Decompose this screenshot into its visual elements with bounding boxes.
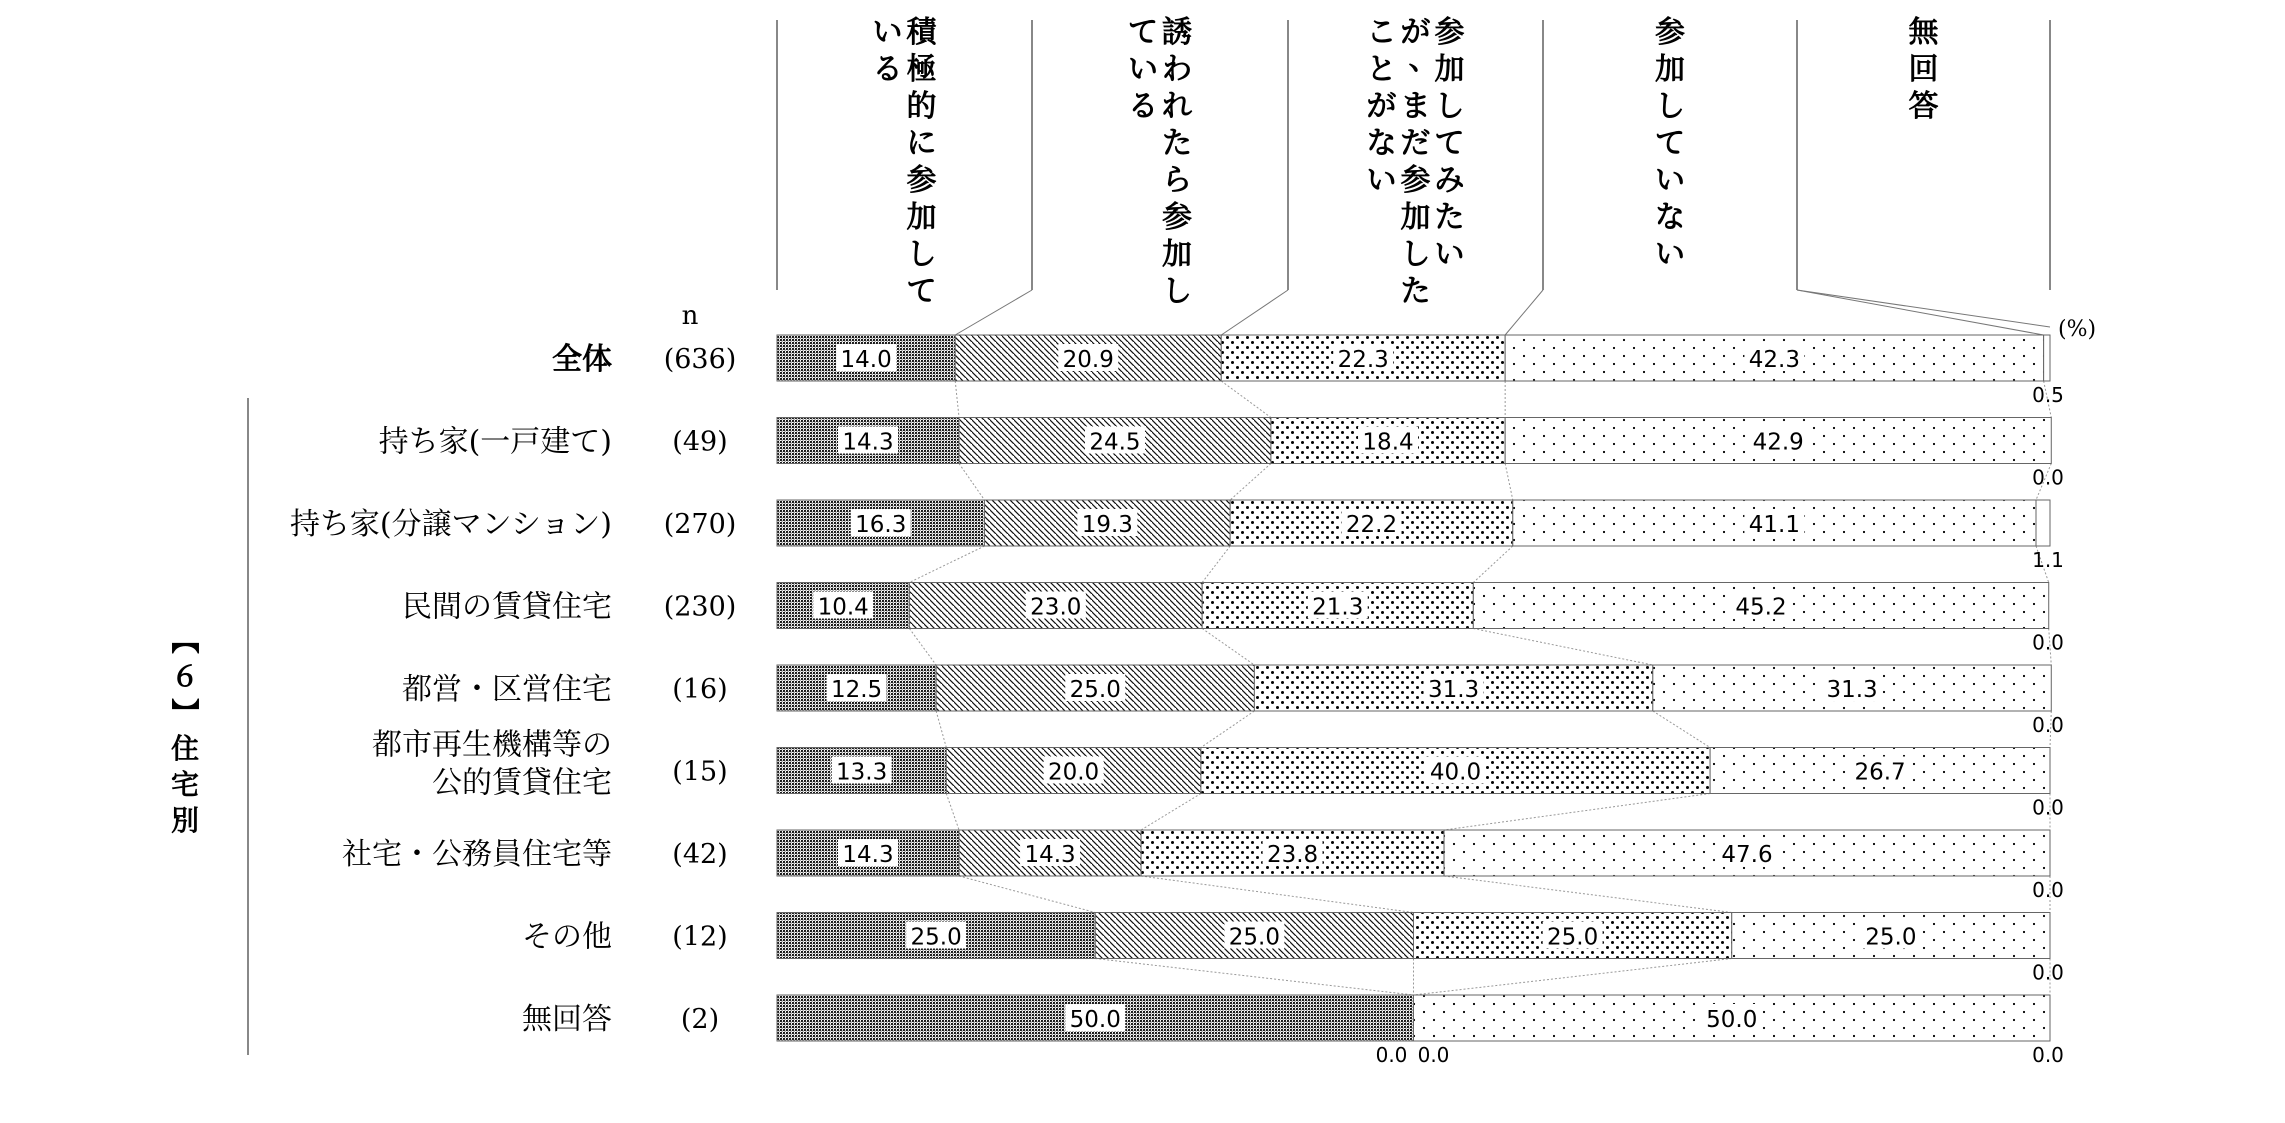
legend-label-char: 的 (906, 89, 937, 124)
value-label: 25.0 (1228, 924, 1280, 951)
connector-line (1444, 794, 1710, 831)
legend-label-char: て (1655, 126, 1685, 161)
legend-label-char: い (872, 15, 903, 50)
value-label: 22.2 (1345, 512, 1398, 538)
value-label: 18.4 (1362, 429, 1414, 456)
n-label: (270) (663, 509, 737, 540)
legend-label-char: る (872, 52, 903, 87)
small-value-label: 0.0 (2032, 713, 2064, 737)
connector-line (1444, 876, 1732, 913)
value-label: 12.5 (830, 677, 883, 703)
legend-label-char: し (1400, 237, 1431, 272)
n-label: (16) (672, 674, 728, 705)
bar-segment (2036, 500, 2050, 546)
value-label: 26.7 (1854, 759, 1906, 786)
n-label: (230) (663, 591, 737, 623)
legend-label-char: ま (1400, 89, 1431, 124)
value-label: 23.8 (1266, 842, 1319, 868)
value-label: 13.3 (836, 759, 888, 786)
value-label: 14.3 (842, 842, 894, 868)
legend-leader-line (1221, 290, 1288, 335)
bar-segment (2044, 335, 2050, 381)
category-label: 無回答 (522, 1002, 612, 1037)
connector-line (946, 794, 959, 831)
legend-label-char: 加 (1434, 52, 1465, 87)
group-label-char: 宅 (170, 768, 200, 801)
value-label: 50.0 (1706, 1007, 1758, 1033)
legend-label-char: て (1128, 15, 1158, 50)
category-label: 都市再生機構等の (372, 727, 612, 763)
legend-label-char: い (1655, 163, 1685, 198)
value-label: 42.3 (1748, 347, 1801, 373)
value-label: 14.3 (842, 429, 894, 456)
legend-label-char: に (906, 126, 937, 161)
legend-label-char: い (1128, 52, 1158, 87)
value-label: 20.0 (1047, 759, 1100, 786)
small-value-label: 0.0 (1417, 1043, 1450, 1067)
value-label: 25.0 (1069, 677, 1121, 703)
value-label: 14.0 (840, 347, 892, 373)
group-label-char: 【 (168, 625, 201, 655)
connector-line (1473, 546, 1512, 583)
connector-line (959, 876, 1095, 913)
legend-label-char: し (1655, 89, 1685, 124)
legend-label-char: 答 (1908, 89, 1939, 124)
legend-label-char: た (1162, 126, 1192, 161)
connector-line (1505, 464, 1513, 501)
value-label: 42.9 (1752, 429, 1804, 456)
legend-label-char: と (1366, 52, 1397, 87)
legend-label-char: れ (1162, 89, 1192, 124)
legend-leader-line (955, 290, 1032, 335)
legend-label-char: ら (1162, 163, 1192, 198)
value-label: 47.6 (1721, 842, 1773, 868)
connector-line (1414, 959, 1732, 996)
group-label-char: 別 (170, 804, 200, 837)
connector-line (1202, 629, 1254, 666)
value-label: 31.3 (1427, 677, 1480, 703)
legend-label-char: が (1366, 89, 1397, 124)
category-label: 社宅・公務員住宅等 (342, 837, 612, 872)
group-label-char: 】 (168, 697, 201, 727)
legend-label-char: 加 (906, 200, 937, 235)
n-label: (15) (672, 756, 728, 788)
connector-line (959, 464, 984, 501)
small-value-label: 0.0 (2032, 878, 2064, 902)
connector-line (1202, 546, 1230, 583)
connector-line (955, 381, 959, 418)
value-label: 25.0 (1547, 924, 1599, 951)
legend-label-char: 参 (1162, 200, 1192, 235)
legend-label-char: た (1434, 200, 1465, 235)
legend-label-char: 極 (906, 52, 937, 87)
small-value-label: 0.0 (2032, 1043, 2064, 1067)
connector-line (1095, 959, 1413, 996)
small-value-label: 0.0 (1375, 1043, 1408, 1067)
legend-label-char: し (906, 237, 937, 272)
legend-label-char: い (1434, 237, 1465, 272)
value-label: 31.3 (1826, 677, 1878, 703)
connector-line (909, 546, 984, 583)
legend-label-char: わ (1162, 52, 1192, 87)
value-label: 45.2 (1735, 594, 1787, 621)
connector-line (1221, 381, 1271, 418)
connector-line (1141, 794, 1201, 831)
category-label: 都営・区営住宅 (402, 672, 612, 707)
value-label: 24.5 (1089, 429, 1141, 456)
value-label: 16.3 (855, 512, 907, 538)
group-label-char: 住 (170, 732, 200, 765)
legend-label-char: 積 (906, 15, 937, 50)
legend-label-char: る (1128, 89, 1158, 124)
category-label: 公的賃貸住宅 (432, 765, 612, 801)
legend-label-char: い (1655, 237, 1685, 272)
legend-label-char: 参 (1655, 15, 1685, 50)
legend-label-char: だ (1400, 126, 1431, 161)
connector-line (1230, 464, 1271, 501)
legend-leader-line (1505, 290, 1543, 335)
value-label: 50.0 (1069, 1007, 1121, 1033)
small-value-label: 0.0 (2032, 630, 2064, 655)
value-label: 10.4 (817, 594, 869, 621)
small-value-label: 0.0 (2032, 960, 2064, 985)
legend-label-char: が (1400, 15, 1431, 50)
n-label: (42) (672, 839, 728, 870)
group-label-char: ６ (170, 660, 200, 693)
n-label: (636) (663, 344, 737, 375)
small-value-label: 0.0 (2032, 465, 2064, 490)
legend-label-char: し (1434, 89, 1465, 124)
legend-label-char: 加 (1655, 52, 1685, 87)
category-label: その他 (522, 919, 612, 955)
connector-line (909, 629, 936, 666)
value-label: 40.0 (1429, 759, 1482, 786)
value-label: 22.3 (1337, 347, 1389, 373)
connector-line (1473, 629, 1652, 666)
legend-leader-line (1797, 290, 2044, 335)
connector-line (1653, 711, 1710, 748)
small-value-label: 0.5 (2032, 383, 2064, 407)
legend-label-char: 参 (1434, 15, 1465, 50)
legend-label-char: 誘 (1162, 15, 1192, 50)
small-value-label: 1.1 (2032, 548, 2064, 572)
connector-line (936, 711, 946, 748)
category-label: 全体 (552, 342, 612, 377)
legend-label-char: な (1655, 200, 1685, 235)
connector-line (1141, 876, 1413, 913)
legend-label-char: 加 (1162, 237, 1192, 272)
value-label: 19.3 (1081, 512, 1133, 538)
value-label: 14.3 (1024, 842, 1076, 868)
n-header: n (681, 301, 699, 331)
value-label: 20.9 (1062, 347, 1114, 373)
n-label: (12) (672, 921, 728, 953)
unit-label: (%) (2058, 317, 2097, 342)
n-label: (2) (680, 1004, 720, 1035)
value-label: 25.0 (1865, 924, 1917, 951)
legend-label-char: 無 (1908, 15, 1939, 50)
n-label: (49) (672, 426, 728, 458)
legend-label-char: 参 (906, 163, 937, 198)
legend-label-char: 参 (1400, 163, 1431, 198)
value-label: 25.0 (910, 924, 962, 951)
legend-label-char: み (1434, 163, 1465, 198)
legend-label-char: い (1366, 163, 1397, 198)
category-label: 持ち家(分譲マンション) (289, 507, 612, 542)
legend-label-char: な (1366, 126, 1397, 161)
category-label: 持ち家(一戸建て) (378, 424, 612, 460)
value-label: 41.1 (1748, 512, 1801, 538)
legend-label-char: 回 (1908, 52, 1939, 87)
value-label: 23.0 (1030, 594, 1082, 621)
legend-leader-line (1797, 290, 2050, 327)
legend-label-char: た (1400, 274, 1431, 309)
connector-line (1201, 711, 1254, 748)
legend-label-char: て (906, 274, 937, 309)
legend-label-char: 、 (1408, 42, 1439, 77)
category-label: 民間の賃貸住宅 (402, 589, 612, 625)
legend-label-char: こ (1366, 15, 1397, 50)
value-label: 21.3 (1312, 594, 1364, 621)
legend-label-char: し (1162, 274, 1192, 309)
legend-label-char: 加 (1400, 200, 1431, 235)
legend-label-char: て (1434, 126, 1465, 161)
small-value-label: 0.0 (2032, 795, 2064, 820)
